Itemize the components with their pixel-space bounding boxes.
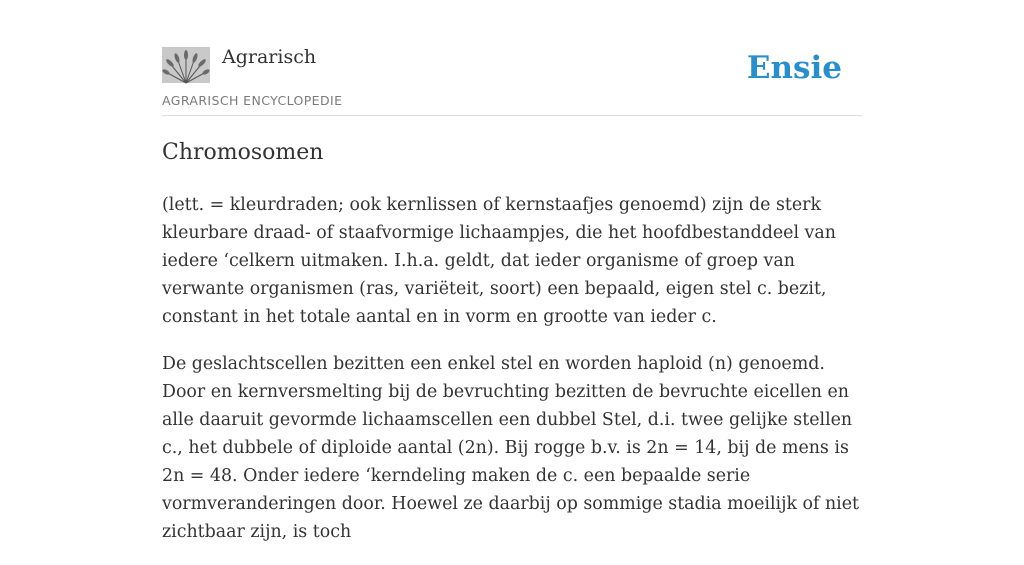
source-name[interactable]: Agrarisch (222, 46, 317, 68)
article-body (162, 191, 862, 565)
article-paragraph: (lett. = kleurdraden; ook kernlissen of kernstaafjes genoemd) zijn de sterk kleurbare draad- of staafvormige lichaampjes, die het hoofdbestanddeel van iedere ‘celkern uitmaken. I.h.a. geldt, dat ieder organisme of groep van verwante organismen (ras, variëteit, soort) een bepaald, eigen stel c. bezit, constant in het totale aantal en in vorm en grootte van ieder c. (162, 195, 836, 327)
source-avatar[interactable] (162, 47, 210, 83)
page-header (162, 0, 862, 116)
wheat-icon (162, 47, 210, 83)
page-title: Chromosomen (162, 140, 324, 165)
brand-logo[interactable]: Ensie (746, 50, 842, 86)
article-paragraph: De geslachtscellen bezitten een enkel stel en worden haploid (n) genoemd. Door en kernversmelting bij de bevruchting bezitten de bevruchte eicellen en alle daaruit gevormde lichaamscellen een dubbel Stel, d.i. twee gelijke stellen c., het dubbele of diploide aantal (2n). Bij rogge b.v. is 2n = 14, bij de mens is 2n = 48. Onder iedere ‘kerndeling maken de c. een bepaalde serie vormveranderingen door. Hoewel ze daarbij op sommige stadia moeilijk of niet zichtbaar zijn, is toch (162, 354, 860, 542)
page-container (162, 0, 862, 542)
source-subtitle: AGRARISCH ENCYCLOPEDIE (162, 93, 343, 108)
